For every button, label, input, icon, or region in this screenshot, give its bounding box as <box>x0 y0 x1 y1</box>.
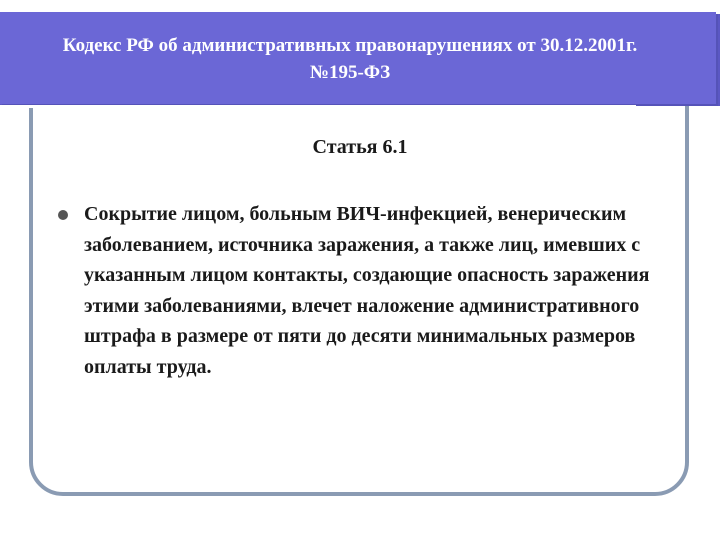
slide-title <box>0 32 700 86</box>
slide-title-line2: №195-ФЗ <box>309 62 391 83</box>
bullet-dot-icon <box>58 210 68 220</box>
title-bar <box>0 12 716 104</box>
article-heading: Статья 6.1 <box>312 136 408 158</box>
bullet-text: Сокрытие лицом, больным ВИЧ-инфекцией, венерическим заболеванием, источника заражения, а также лиц, имевших с указанным лицом контакты, создающие опасность заражения этими заболеваниями, влечет наложение административного штрафа в размере от пяти до десяти минимальных размеров оплаты труда. <box>84 203 650 378</box>
slide-title-line1: Кодекс РФ об административных правонарушениях от 30.12.2001г. <box>62 35 638 56</box>
bullet-item <box>58 199 678 382</box>
title-underline <box>0 105 636 108</box>
